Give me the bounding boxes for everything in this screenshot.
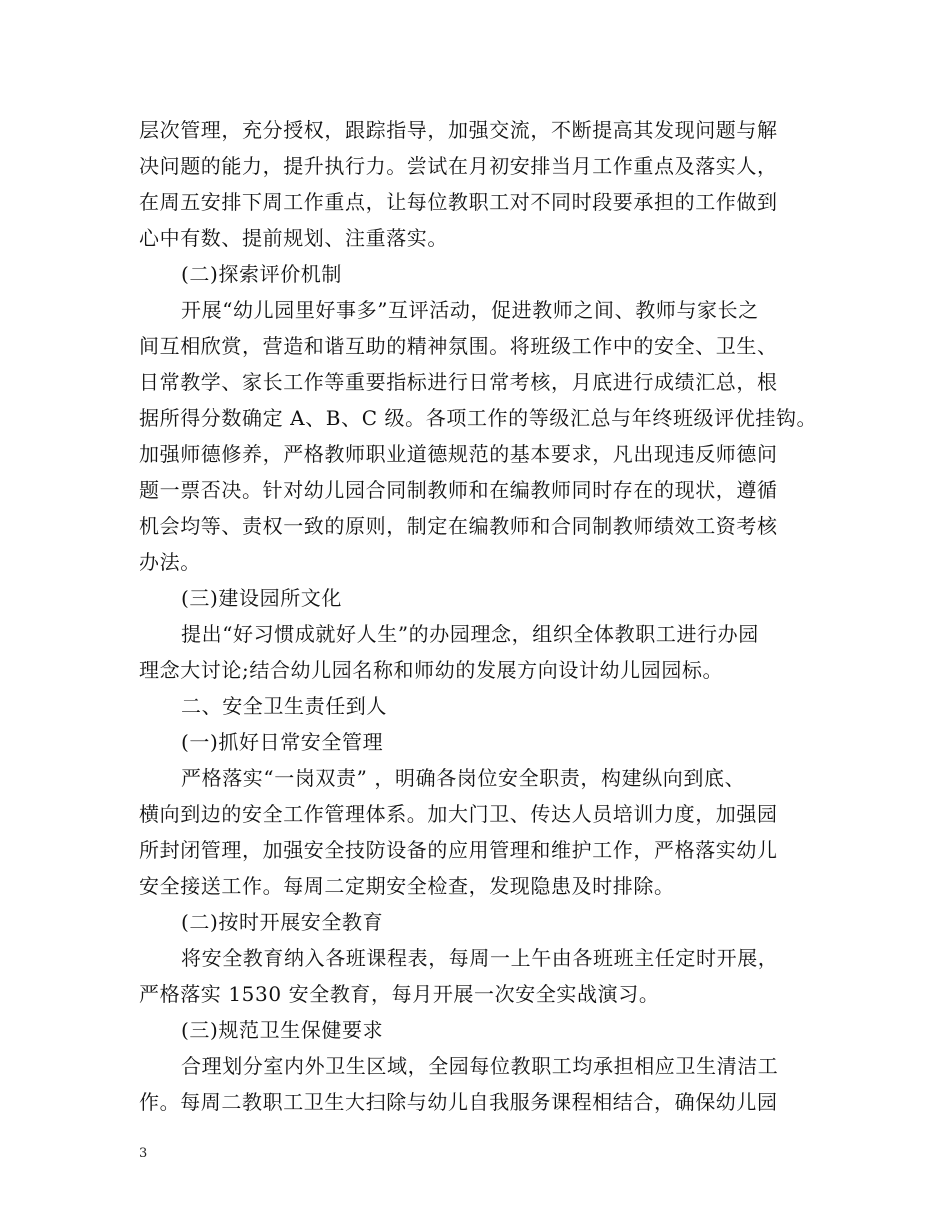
text-line: 合理划分室内外卫生区域，全园每位教职工均承担相应卫生清洁工 <box>181 1054 779 1078</box>
text-line: 理念大讨论;结合幼儿园名称和师幼的发展方向设计幼儿园园标。 <box>139 658 724 682</box>
section-heading: (三)建设园所文化 <box>181 586 343 610</box>
section-heading: (二)探索评价机制 <box>181 262 343 286</box>
text-line: 横向到边的安全工作管理体系。加大门卫、传达人员培训力度，加强园 <box>139 802 778 826</box>
text-line: 将安全教育纳入各班课程表，每周一上午由各班班主任定时开展， <box>181 946 779 970</box>
text-line: 严格落实“一岗双责” ，明确各岗位安全职责，构建纵向到底、 <box>181 766 746 790</box>
text-line: 心中有数、提前规划、注重落实。 <box>139 226 448 250</box>
text-line: 间互相欣赏，营造和谐互助的精神氛围。将班级工作中的安全、卫生、 <box>139 334 778 358</box>
page-number: 3 <box>139 1146 148 1161</box>
text-line: 在周五安排下周工作重点，让每位教职工对不同时段要承担的工作做到 <box>139 190 778 214</box>
text-line: 题一票否决。针对幼儿园合同制教师和在编教师同时存在的现状，遵循 <box>139 478 778 502</box>
text-line: 据所得分数确定 A、B、C 级。各项工作的等级汇总与年终班级评优挂钩。 <box>139 406 818 430</box>
body-text <box>139 112 829 1120</box>
text-line: 决问题的能力，提升执行力。尝试在月初安排当月工作重点及落实人， <box>139 154 778 178</box>
section-heading: (二)按时开展安全教育 <box>181 910 384 934</box>
text-line: 日常教学、家长工作等重要指标进行日常考核，月底进行成绩汇总，根 <box>139 370 778 394</box>
text-line: 机会均等、责权一致的原则，制定在编教师和合同制教师绩效工资考核 <box>139 514 778 538</box>
text-line: 层次管理，充分授权，跟踪指导，加强交流，不断提高其发现问题与解 <box>139 118 778 142</box>
chapter-heading: 二、安全卫生责任到人 <box>181 694 387 718</box>
text-line: 开展“幼儿园里好事多”互评活动，促进教师之间、教师与家长之 <box>181 298 759 322</box>
text-line: 加强师德修养，严格教师职业道德规范的基本要求，凡出现违反师德问 <box>139 442 778 466</box>
text-line: 办法。 <box>139 550 201 574</box>
text-line: 提出“好习惯成就好人生”的办园理念，组织全体教职工进行办园 <box>181 622 759 646</box>
text-line: 严格落实 1530 安全教育，每月开展一次安全实战演习。 <box>139 982 660 1006</box>
section-heading: (一)抓好日常安全管理 <box>181 730 384 754</box>
text-line: 所封闭管理，加强安全技防设备的应用管理和维护工作，严格落实幼儿 <box>139 838 778 862</box>
text-line: 作。每周二教职工卫生大扫除与幼儿自我服务课程相结合，确保幼儿园 <box>139 1090 778 1114</box>
text-line: 安全接送工作。每周二定期安全检查，发现隐患及时排除。 <box>139 874 675 898</box>
section-heading: (三)规范卫生保健要求 <box>181 1018 384 1042</box>
